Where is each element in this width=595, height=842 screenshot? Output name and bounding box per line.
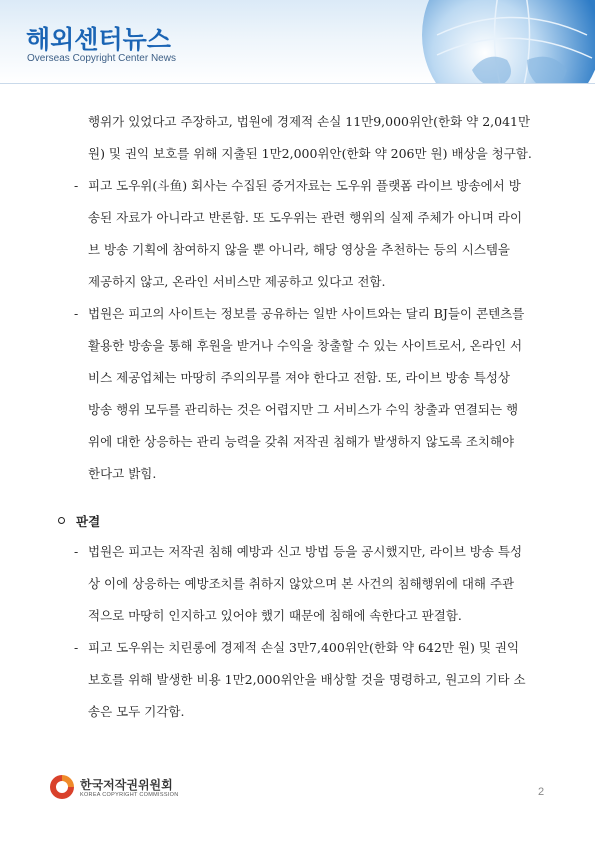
dash-marker: - [74, 544, 79, 559]
verdict-line: 법원은 피고는 저작권 침해 예방과 신고 방법 등을 공시했지만, 라이브 방송 특성 [88, 544, 523, 559]
verdict-line: 보호를 위해 발생한 비용 1만2,000위안을 배상할 것을 명령하고, 원고의 기타 소 [88, 672, 526, 687]
section-bullet [58, 517, 65, 524]
footer-org-name: 한국저작권위원회 [80, 778, 173, 792]
header-subtitle: Overseas Copyright Center News [27, 53, 176, 64]
globe-icon [417, 0, 595, 84]
body-line: 한다고 밝힘. [88, 466, 157, 481]
body-line: 원) 및 권익 보호를 위해 지출된 1만2,000위안(한화 약 206만 원) 배상을 청구함. [88, 146, 532, 161]
body-line: 제공하지 않고, 온라인 서비스만 제공하고 있다고 전함. [88, 274, 386, 289]
body-line: 비스 제공업체는 마땅히 주의의무를 져야 한다고 전함. 또, 라이브 방송 특성상 [88, 370, 511, 385]
verdict-line: 적으로 마땅히 인지하고 있어야 했기 때문에 침해에 속한다고 판결함. [88, 608, 462, 623]
page-number: 2 [538, 786, 545, 798]
body-line: 활용한 방송을 통해 후원을 받거나 수익을 창출할 수 있는 사이트로서, 온라인 서 [88, 338, 523, 353]
verdict-line: 상 이에 상응하는 예방조치를 취하지 않았으며 본 사건의 침해행위에 대해 주관 [88, 576, 515, 591]
dash-marker: - [74, 178, 79, 193]
dash-marker: - [74, 640, 79, 655]
commission-logo-icon [48, 773, 76, 801]
footer-org-name-en: KOREA COPYRIGHT COMMISSION [80, 792, 179, 798]
body-line: 방송 행위 모두를 관리하는 것은 어렵지만 그 서비스가 수익 창출과 연결되는 행 [88, 402, 519, 417]
verdict-line: 피고 도우위는 치린롱에 경제적 손실 3만7,400위안(한화 약 642만 원) 및 권익 [88, 640, 520, 655]
header-divider [0, 83, 595, 84]
body-line: 송된 자료가 아니라고 반론함. 또 도우위는 관련 행위의 실제 주체가 아니며 라이 [88, 210, 523, 225]
body-line: 브 방송 기획에 참여하지 않을 뿐 아니라, 해당 영상을 추천하는 등의 시스템을 [88, 242, 511, 257]
header-title: 해외센터뉴스 [26, 25, 171, 54]
dash-marker: - [74, 306, 79, 321]
verdict-line: 송은 모두 기각함. [88, 704, 185, 719]
body-line: 법원은 피고의 사이트는 정보를 공유하는 일반 사이트와는 달리 BJ들이 콘텐츠를 [88, 306, 525, 321]
section-title-verdict: 판결 [76, 514, 101, 529]
page-header [0, 0, 595, 84]
body-line: 위에 대한 상응하는 관리 능력을 갖춰 저작권 침해가 발생하지 않도록 조치해야 [88, 434, 515, 449]
body-line: 피고 도우위(斗鱼) 회사는 수집된 증거자료는 도우위 플랫폼 라이브 방송에서 방 [88, 178, 521, 193]
body-line: 행위가 있었다고 주장하고, 법원에 경제적 손실 11만9,000위안(한화 약 2,041만 [88, 114, 531, 129]
